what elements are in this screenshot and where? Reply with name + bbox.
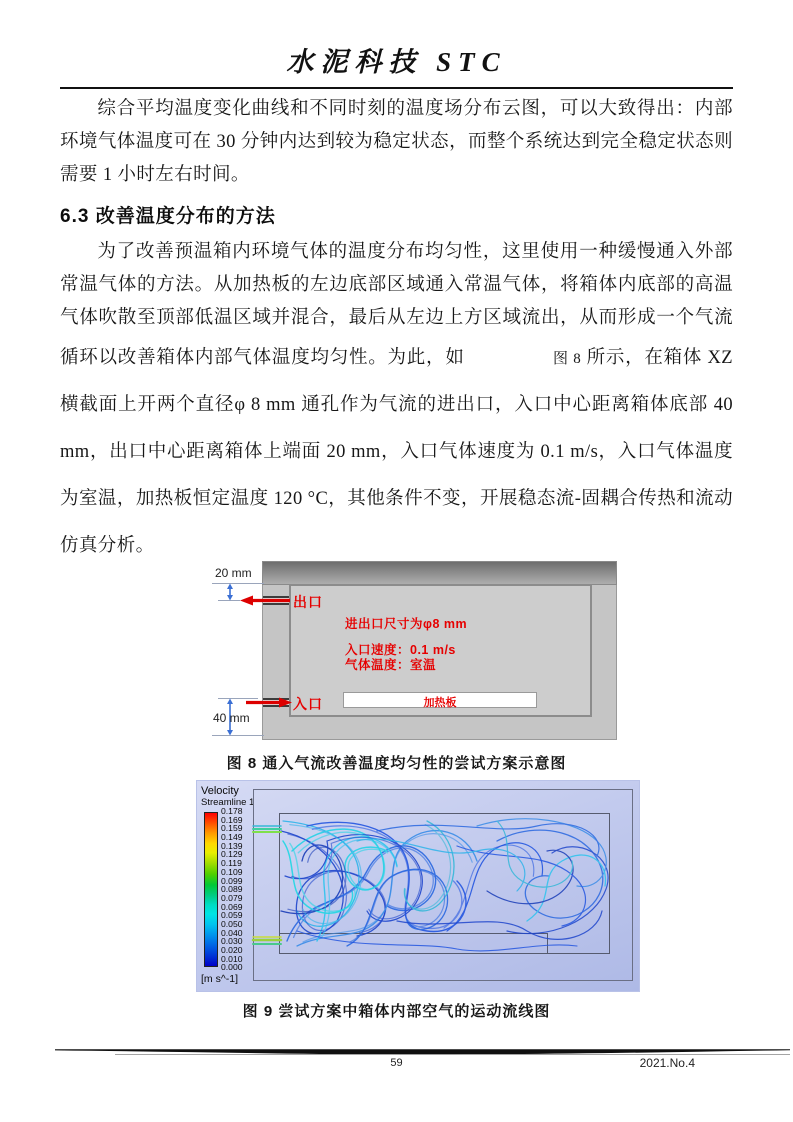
note-inlet-speed: 入口速度：0.1 m/s	[345, 643, 456, 657]
note-gas-temp: 气体温度：室温	[345, 658, 437, 672]
legend-tick: 0.069	[221, 901, 243, 912]
paragraph-intro: 综合平均温度变化曲线和不同时刻的温度场分布云图，可以大致得出：内部环境气体温度可在 30 分钟内达到较为稳定状态，而整个系统达到完全稳定状态则需要 1 小时左右时间。	[60, 99, 733, 185]
legend-tick: 0.000	[221, 962, 243, 973]
header-rule	[60, 87, 733, 89]
figure8-cross-ref: 图 8	[552, 351, 582, 367]
paragraph-method	[60, 236, 733, 570]
legend-tick: 0.059	[221, 910, 243, 921]
legend-tick: 0.129	[221, 849, 243, 860]
outlet-stream-stub	[253, 826, 281, 832]
legend-tick: 0.159	[221, 823, 243, 834]
inlet-label: 入口	[293, 696, 323, 712]
figure9-caption: 图 9 尝试方案中箱体内部空气的运动流线图	[242, 1003, 551, 1020]
note-port-size: 进出口尺寸为φ8 mm	[345, 617, 468, 631]
legend-title-line1: Velocity	[201, 785, 239, 797]
journal-title: 水泥科技 STC	[286, 47, 507, 77]
legend-tick: 0.050	[221, 918, 243, 929]
issue-label: 2021.No.4	[639, 1056, 695, 1070]
figure8-diagram	[196, 553, 641, 746]
dim-top-label: 20 mm	[215, 566, 252, 580]
legend-tick: 0.099	[221, 875, 243, 886]
footer-rule	[55, 1047, 790, 1056]
legend-tick: 0.139	[221, 840, 243, 851]
outlet-label: 出口	[293, 594, 323, 610]
outlet-arrow	[240, 596, 290, 606]
legend-tick: 0.169	[221, 814, 243, 825]
page-number: 59	[390, 1057, 403, 1069]
heater-label: 加热板	[423, 697, 457, 709]
legend-tick: 0.020	[221, 945, 243, 955]
legend-tick: 0.010	[221, 953, 243, 964]
legend-unit: [m s^-1]	[201, 973, 239, 985]
inlet-stream-stub	[253, 937, 281, 944]
dim-arrow-top	[212, 584, 264, 601]
section-heading: 6.3 改善温度分布的方法	[60, 206, 276, 227]
paragraph-method-part1: 为了改善预温箱内环境气体的温度分布均匀性，这里使用一种缓慢通入外部常温气体的方法。从加热板的左边底部区域通入常温气体，将箱体内底部的高温气体吹散至顶部低温区域并混合，最后从左边上方区域流出，从而形成一个气流循环以改善箱体内部气体温度均匀性。为此，如	[60, 242, 733, 368]
legend-tick: 0.119	[221, 858, 242, 869]
legend-tick: 0.149	[221, 832, 243, 843]
figure8-caption: 图 8 通入气流改善温度均匀性的尝试方案示意图	[226, 755, 567, 772]
paragraph-method-part2: 所示，在箱体 XZ 横截面上开两个直径φ 8 mm 通孔作为气流的进出口，入口中心距离箱体底部 40 mm，出口中心距离箱体上端面 20 mm，入口气体速度为 0.1 m/s，入口气体温度为室温，加热板恒定温度 120 °C，其他条件不变，开展稳态流-固耦合传热和流动仿真分析。	[60, 348, 734, 556]
legend-tick: 0.030	[221, 936, 243, 947]
dim-bottom-label: 40 mm	[213, 711, 250, 725]
legend-tick: 0.040	[221, 927, 243, 938]
streamlines	[197, 781, 641, 993]
legend-title-line2: Streamline 1	[201, 797, 255, 808]
legend-tick: 0.109	[221, 866, 243, 877]
legend-tick: 0.089	[221, 884, 243, 895]
legend-tick: 0.178	[221, 806, 243, 816]
figure9-streamline-plot	[196, 780, 640, 992]
legend-tick: 0.079	[221, 892, 243, 903]
